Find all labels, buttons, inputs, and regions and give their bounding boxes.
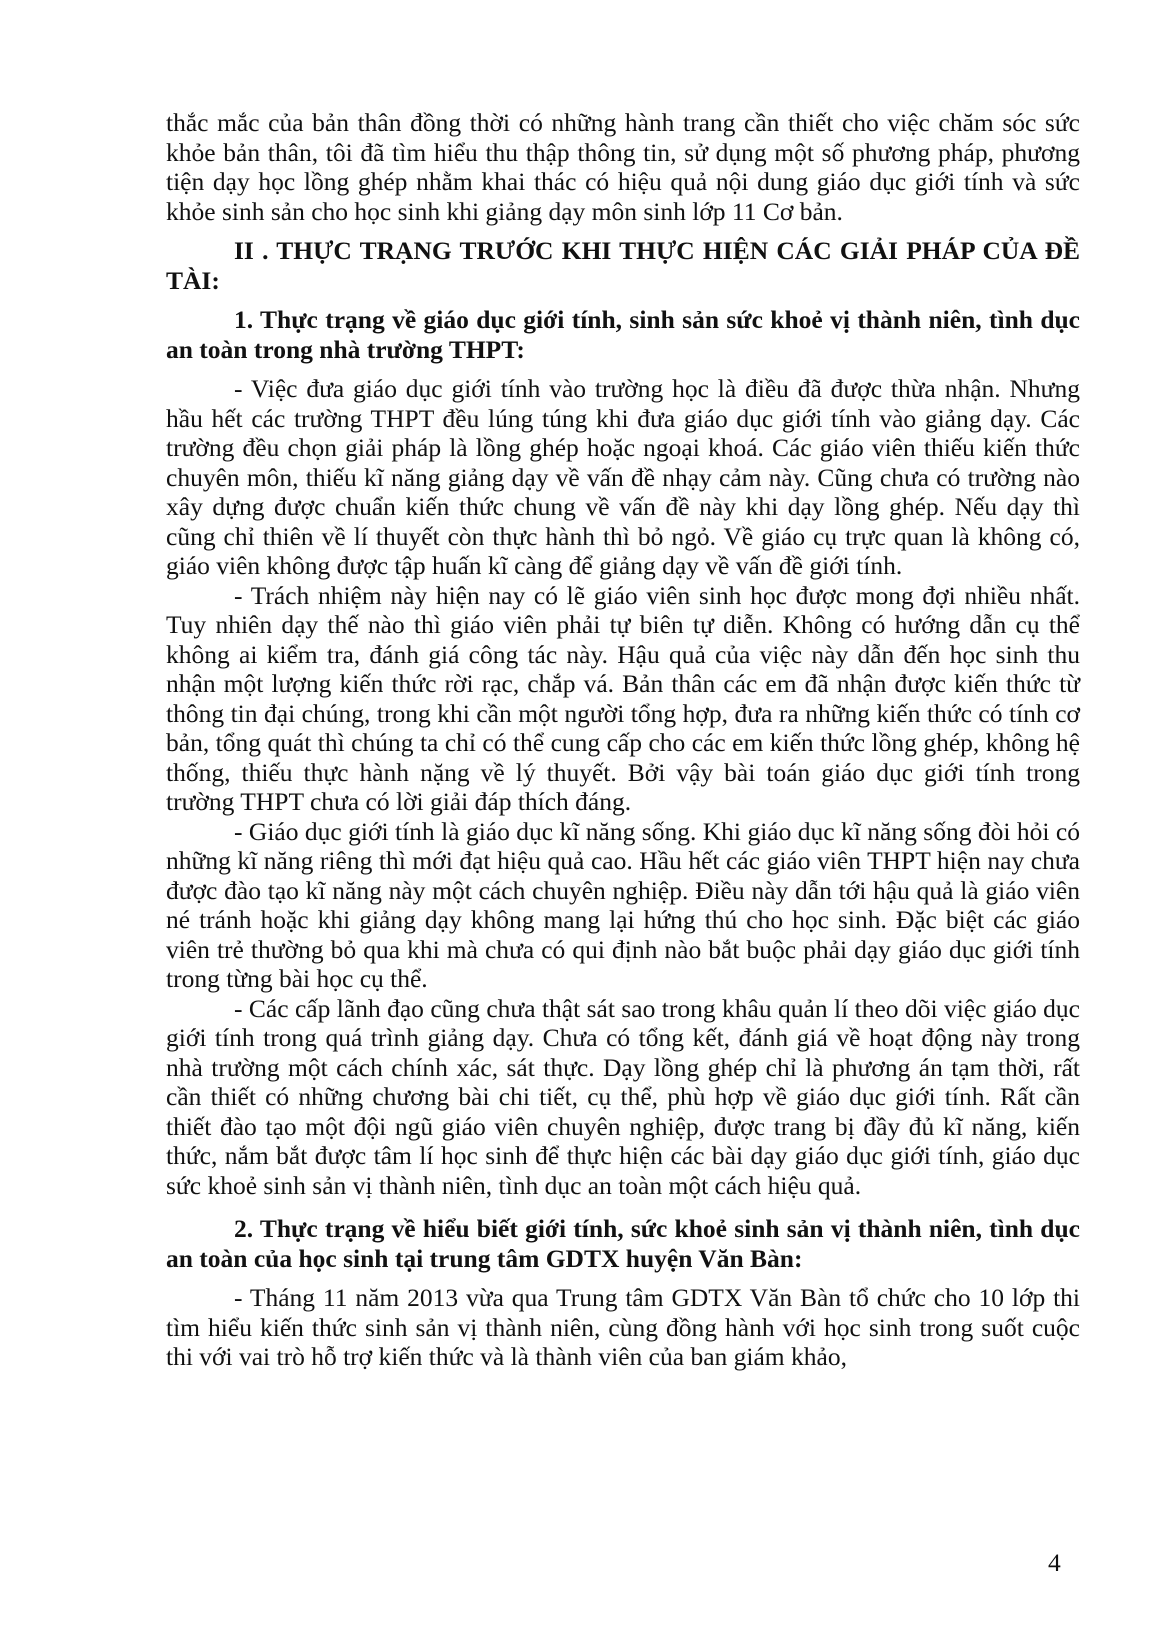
document-page xyxy=(166,108,1080,1372)
subsection-1-heading: 1. Thực trạng về giáo dục giới tính, sinh sản sức khoẻ vị thành niên, tình dục an toàn trong nhà trường THPT: xyxy=(166,305,1080,364)
body-paragraph: - Việc đưa giáo dục giới tính vào trường học là điều đã được thừa nhận. Nhưng hầu hết các trường THPT đều lúng túng khi đưa giáo dục giới tính vào giảng dạy. Các trường đều chọn giải pháp là lồng ghép hoặc ngoại khoá. Các giáo viên thiếu kiến thức chuyên môn, thiếu kĩ năng giảng dạy về vấn đề nhạy cảm này. Cũng chưa có trường nào xây dựng được chuẩn kiến thức chung về vấn đề này khi dạy lồng ghép. Nếu dạy thì cũng chỉ thiên về lí thuyết còn thực hành thì bỏ ngỏ. Về giáo cụ trực quan là không có, giáo viên không được tập huấn kĩ càng để giảng dạy về vấn đề giới tính. xyxy=(166,374,1080,580)
page-number: 4 xyxy=(1048,1548,1061,1577)
body-paragraph: - Tháng 11 năm 2013 vừa qua Trung tâm GDTX Văn Bàn tổ chức cho 10 lớp thi tìm hiểu kiến thức sinh sản vị thành niên, cùng đồng hành với học sinh trong suốt cuộc thi với vai trò hỗ trợ kiến thức và là thành viên của ban giám khảo, xyxy=(166,1283,1080,1371)
opening-paragraph: thắc mắc của bản thân đồng thời có những hành trang cần thiết cho việc chăm sóc sức khỏe bản thân, tôi đã tìm hiểu thu thập thông tin, sử dụng một số phương pháp, phương tiện dạy học lồng ghép nhằm khai thác có hiệu quả nội dung giáo dục giới tính và sức khỏe sinh sản cho học sinh khi giảng dạy môn sinh lớp 11 Cơ bản. xyxy=(166,108,1080,226)
body-paragraph: - Giáo dục giới tính là giáo dục kĩ năng sống. Khi giáo dục kĩ năng sống đòi hỏi có những kĩ năng riêng thì mới đạt hiệu quả cao. Hầu hết các giáo viên THPT hiện nay chưa được đào tạo kĩ năng này một cách chuyên nghiệp. Điều này dẫn tới hậu quả là giáo viên né tránh hoặc khi giảng dạy không mang lại hứng thú cho học sinh. Đặc biệt các giáo viên trẻ thường bỏ qua khi mà chưa có qui định nào bắt buộc phải dạy giáo dục giới tính trong từng bài học cụ thể. xyxy=(166,816,1080,993)
body-paragraph: - Các cấp lãnh đạo cũng chưa thật sát sao trong khâu quản lí theo dõi việc giáo dục giới tính trong quá trình giảng dạy. Chưa có tổng kết, đánh giá về hoạt động này trong nhà trường một cách chính xác, sát thực. Dạy lồng ghép chỉ là phương án tạm thời, rất cần thiết có những chương bài chi tiết, cụ thể, phù hợp về giáo dục giới tính. Rất cần thiết đào tạo một đội ngũ giáo viên chuyên nghiệp, được trang bị đầy đủ kĩ năng, kiến thức, nắm bắt được tâm lí học sinh để thực hiện các bài dạy giáo dục giới tính, giáo dục sức khoẻ sinh sản vị thành niên, tình dục an toàn một cách hiệu quả. xyxy=(166,993,1080,1200)
body-paragraph: - Trách nhiệm này hiện nay có lẽ giáo viên sinh học được mong đợi nhiều nhất. Tuy nhiên dạy thế nào thì giáo viên phải tự biên tự diễn. Không có hướng dẫn cụ thể không ai kiểm tra, đánh giá công tác này. Hậu quả của việc này dẫn đến học sinh thu nhận một lượng kiến thức rời rạc, chắp vá. Bản thân các em đã nhận được kiến thức từ thông tin đại chúng, trong khi cần một người tổng hợp, đưa ra những kiến thức có tính cơ bản, tổng quát thì chúng ta chỉ có thể cung cấp cho các em kiến thức lồng ghép, không hệ thống, thiếu thực hành nặng về lý thuyết. Bởi vậy bài toán giáo dục giới tính trong trường THPT chưa có lời giải đáp thích đáng. xyxy=(166,580,1080,816)
subsection-2-heading: 2. Thực trạng về hiểu biết giới tính, sức khoẻ sinh sản vị thành niên, tình dục an toàn của học sinh tại trung tâm GDTX huyện Văn Bàn: xyxy=(166,1214,1080,1273)
section-heading: II . THỰC TRẠNG TRƯỚC KHI THỰC HIỆN CÁC GIẢI PHÁP CỦA ĐỀ TÀI: xyxy=(166,236,1080,295)
